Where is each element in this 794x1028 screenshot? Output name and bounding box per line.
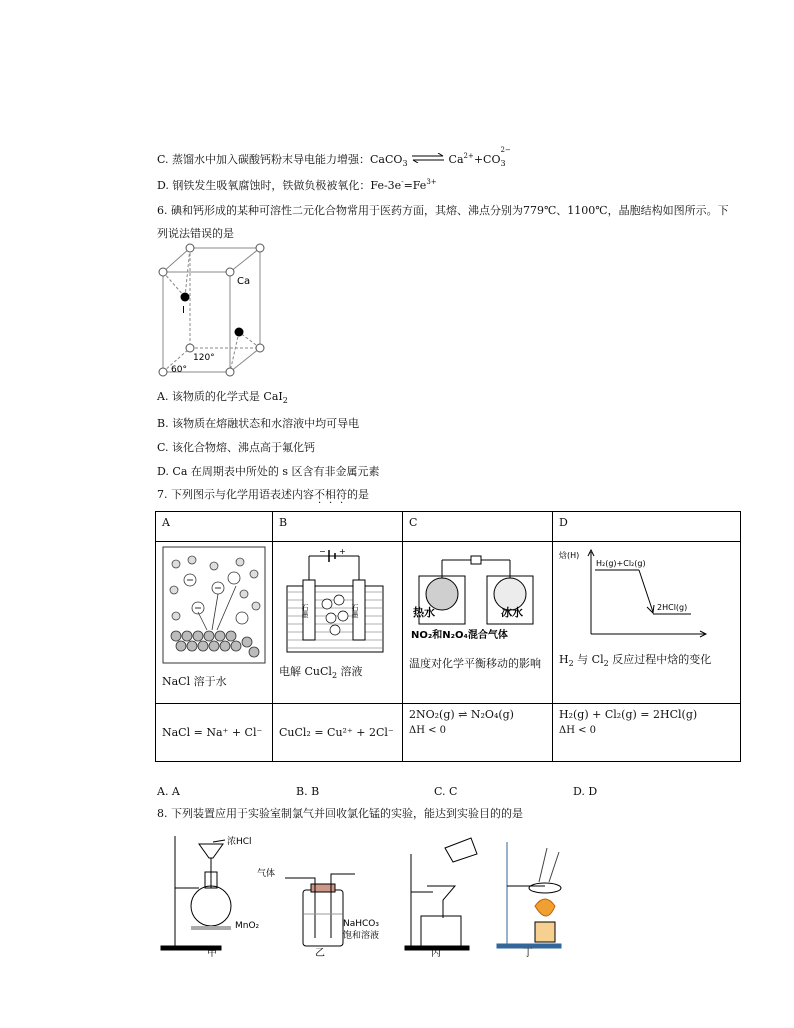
equation-d-cell: [553, 704, 741, 762]
svg-text:气体: 气体: [257, 869, 276, 879]
q7-option-d: D. D: [573, 785, 598, 798]
svg-text:NaHCO₃: NaHCO₃: [343, 919, 379, 929]
q7-option-c: C. C: [434, 785, 458, 798]
equilibrium-arrow-icon: [411, 153, 445, 163]
svg-text:−: −: [319, 547, 326, 556]
caption-c: 温度对化学平衡移动的影响: [409, 657, 541, 670]
iodine-atom: [235, 328, 244, 337]
svg-text:NO₂和N₂O₄混合气体: NO₂和N₂O₄混合气体: [411, 630, 508, 641]
iodine-atom: [181, 293, 190, 302]
svg-text:MnO₂: MnO₂: [235, 921, 260, 931]
carbonate-text: +CO: [473, 153, 501, 166]
equation-c-cell: [403, 704, 553, 762]
cell-b-figure: [273, 542, 403, 704]
equilibrium-temperature-diagram: [409, 546, 539, 646]
equation-c: 2NO₂(g) ⇌ N₂O₄(g): [409, 708, 514, 721]
q7-option-a: A. A: [157, 785, 180, 798]
svg-text:饱和溶液: 饱和溶液: [343, 931, 380, 941]
caption-b: 电解 CuCl$_2$ 溶液: [279, 665, 363, 680]
svg-text:冰水: 冰水: [501, 606, 523, 619]
header-c: C: [403, 512, 553, 542]
cell-d-figure: [553, 542, 741, 704]
caption-a: NaCl 溶于水: [162, 675, 227, 688]
superscript: 2+: [463, 152, 474, 160]
svg-text:石墨: 石墨: [351, 604, 359, 618]
delta-h-d: ΔH < 0: [559, 725, 597, 736]
caption-yi: 乙: [315, 948, 325, 958]
svg-text:焓(H): 焓(H): [559, 551, 580, 560]
crystal-cell-figure: [155, 242, 275, 377]
header-d: D: [553, 512, 741, 542]
header-b: B: [273, 512, 403, 542]
q6-option-d: D. Ca 在周期表中所处的 s 区含有非金属元素: [157, 465, 380, 478]
q6-option-c: C. 该化合物熔、沸点高于氟化钙: [157, 441, 316, 454]
electrolysis-diagram: [279, 546, 389, 658]
q7-option-b: B. B: [296, 785, 320, 798]
delta-h-c: ΔH < 0: [409, 725, 447, 736]
svg-text:+: +: [339, 547, 346, 556]
i-label: I: [182, 305, 185, 316]
option-d-line: D. 钢铁发生吸氧腐蚀时，铁做负极被氧化：$Fe-3e^-=Fe^{3+}$: [157, 178, 437, 192]
option-d-text: D. 钢铁发生吸氧腐蚀时，铁做负极被氧化：Fe-3e: [157, 179, 402, 192]
option-c-text: C. 蒸馏水中加入碳酸钙粉末导电能力增强：CaCO: [157, 153, 403, 166]
question-6-stem: 6. 碘和钙形成的某种可溶性二元化合物常用于医药方面，其熔、沸点分别为779℃、1100℃，晶胞结构如图所示。下列说法错误的是: [157, 204, 729, 240]
caption-d: $H_2$ 与 $Cl_2$ 反应过程中焓的变化: [559, 653, 712, 668]
angle-60-label: 60°: [171, 365, 187, 375]
svg-text:H₂(g)+Cl₂(g): H₂(g)+Cl₂(g): [596, 559, 646, 568]
cell-c-figure: [403, 542, 553, 704]
q6-option-b: B. 该物质在熔融状态和水溶液中均可导电: [157, 417, 360, 430]
calcium-symbol: Ca: [448, 153, 464, 166]
ca-label: Ca: [237, 276, 251, 287]
caption-bing: 丙: [431, 948, 441, 958]
cell-a-figure: [156, 542, 273, 704]
svg-text:2HCl(g): 2HCl(g): [657, 603, 688, 612]
apparatus-jia: [161, 836, 231, 950]
apparatus-figure: [155, 828, 575, 958]
caption-ding: 丁: [523, 948, 533, 958]
option-c-line: [157, 148, 513, 172]
apparatus-bing: [405, 838, 477, 950]
svg-text:热水: 热水: [413, 606, 435, 619]
q6-option-a: A. 该物质的化学式是 CaI$_2$: [157, 390, 288, 405]
angle-120-label: 120°: [193, 353, 215, 363]
subscript: 3: [402, 159, 408, 168]
enthalpy-diagram: [559, 546, 709, 642]
question-8-stem: 8. 下列装置应用于实验室制氯气并回收氯化锰的实验，能达到实验目的的是: [157, 807, 523, 820]
svg-text:浓HCl: 浓HCl: [227, 837, 252, 847]
apparatus-ding: [497, 842, 561, 948]
question-7-stem: 7. 下列图示与化学用语表述内容不相符的是: [157, 488, 369, 501]
caption-jia: 甲: [207, 948, 217, 958]
question-7-table: [155, 511, 741, 762]
svg-text:石墨: 石墨: [301, 604, 309, 618]
equation-b: CuCl₂ = Cu²⁺ + 2Cl⁻: [273, 704, 403, 762]
header-a: A: [156, 512, 273, 542]
nacl-dissolving-diagram: [162, 546, 266, 664]
equation-d: H₂(g) + Cl₂(g) = 2HCl(g): [559, 708, 698, 721]
carbonate-indices: 2− 3: [500, 146, 511, 168]
equation-a: NaCl = Na⁺ + Cl⁻: [156, 704, 273, 762]
